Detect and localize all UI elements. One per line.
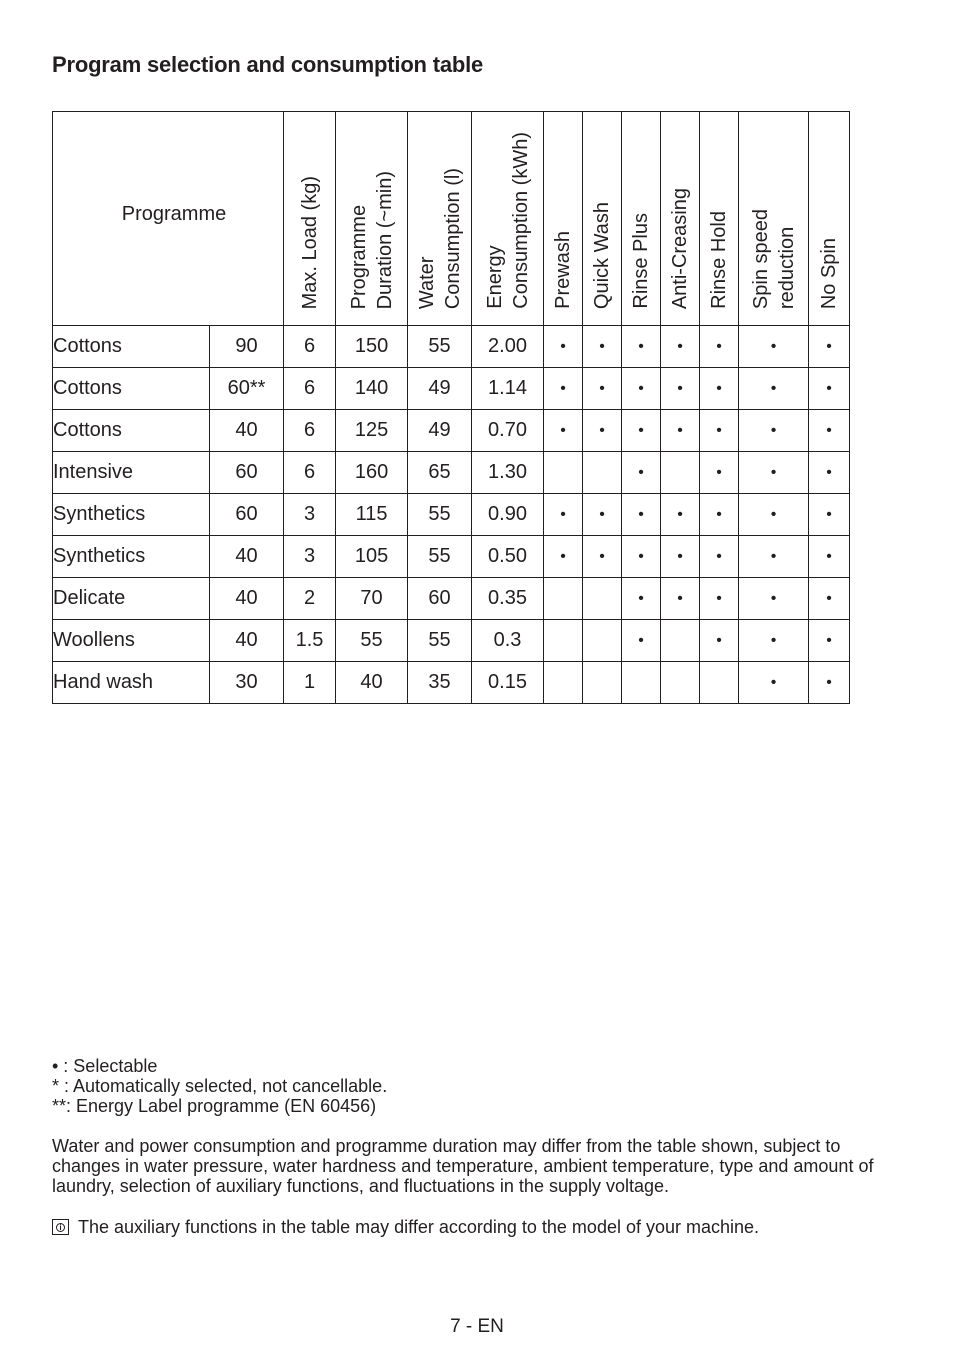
cell-duration: 70 (336, 578, 408, 620)
cell-max-load: 1.5 (284, 620, 336, 662)
cell-max-load: 2 (284, 578, 336, 620)
cell-no-spin: • (809, 452, 850, 494)
cell-energy: 0.90 (472, 494, 544, 536)
cell-energy: 0.15 (472, 662, 544, 704)
cell-temperature: 60 (210, 452, 284, 494)
cell-rinse-hold: • (700, 620, 739, 662)
cell-temperature: 40 (210, 578, 284, 620)
header-quick-wash-label: Quick Wash (591, 201, 614, 309)
header-programme (53, 112, 284, 326)
cell-temperature: 40 (210, 410, 284, 452)
cell-max-load: 6 (284, 326, 336, 368)
table-row (53, 578, 850, 620)
header-no-spin-label: No Spin (818, 237, 841, 309)
header-no-spin (809, 112, 850, 326)
cell-rinse-hold: • (700, 452, 739, 494)
header-energy (472, 112, 544, 326)
cell-energy: 0.50 (472, 536, 544, 578)
cell-water: 55 (408, 620, 472, 662)
cell-anti-creasing: • (661, 410, 700, 452)
cell-no-spin: • (809, 662, 850, 704)
cell-programme-name: Intensive (53, 452, 210, 494)
cell-water: 65 (408, 452, 472, 494)
table-header-row (53, 112, 850, 326)
cell-programme-name: Synthetics (53, 494, 210, 536)
header-rinse-plus (622, 112, 661, 326)
consumption-disclaimer: Water and power consumption and programme duration may differ from the table shown, subject to changes in water pressure, water hardness and temperature, ambient temperature, type and amount of laundry, selection of auxiliary functions, and fluctuations in the supply voltage. (52, 1136, 874, 1196)
header-duration (336, 112, 408, 326)
cell-max-load: 1 (284, 662, 336, 704)
cell-rinse-plus: • (622, 620, 661, 662)
cell-programme-name: Cottons (53, 410, 210, 452)
cell-quick-wash (583, 452, 622, 494)
header-spin-speed-reduction-label: Spin speed reduction (749, 208, 798, 309)
notes-section (52, 1056, 882, 1237)
cell-programme-name: Hand wash (53, 662, 210, 704)
header-anti-creasing-label: Anti-Creasing (669, 187, 692, 309)
cell-spin-speed-reduction: • (739, 452, 809, 494)
cell-anti-creasing (661, 620, 700, 662)
header-duration-label: Programme Duration (~min) (347, 170, 396, 309)
header-water (408, 112, 472, 326)
cell-water: 49 (408, 368, 472, 410)
cell-energy: 0.35 (472, 578, 544, 620)
info-icon: i (52, 1219, 69, 1235)
cell-spin-speed-reduction: • (739, 410, 809, 452)
cell-duration: 150 (336, 326, 408, 368)
cell-rinse-plus: • (622, 368, 661, 410)
table-row (53, 326, 850, 368)
cell-anti-creasing: • (661, 368, 700, 410)
cell-max-load: 3 (284, 494, 336, 536)
cell-spin-speed-reduction: • (739, 326, 809, 368)
cell-programme-name: Cottons (53, 368, 210, 410)
cell-no-spin: • (809, 620, 850, 662)
cell-no-spin: • (809, 368, 850, 410)
cell-rinse-hold: • (700, 410, 739, 452)
cell-anti-creasing: • (661, 326, 700, 368)
cell-spin-speed-reduction: • (739, 368, 809, 410)
cell-duration: 125 (336, 410, 408, 452)
cell-water: 60 (408, 578, 472, 620)
table-row (53, 620, 850, 662)
cell-prewash: • (544, 326, 583, 368)
cell-rinse-plus: • (622, 536, 661, 578)
cell-temperature: 60** (210, 368, 284, 410)
cell-spin-speed-reduction: • (739, 662, 809, 704)
cell-rinse-hold (700, 662, 739, 704)
cell-prewash: • (544, 494, 583, 536)
legend-automatic: * : Automatically selected, not cancellable. (52, 1076, 388, 1096)
header-max-load (284, 112, 336, 326)
cell-duration: 40 (336, 662, 408, 704)
legend-energy-label: **: Energy Label programme (EN 60456) (52, 1096, 377, 1116)
cell-anti-creasing: • (661, 536, 700, 578)
table-row (53, 410, 850, 452)
cell-rinse-hold: • (700, 536, 739, 578)
cell-water: 55 (408, 494, 472, 536)
cell-spin-speed-reduction: • (739, 494, 809, 536)
cell-prewash (544, 578, 583, 620)
cell-programme-name: Cottons (53, 326, 210, 368)
cell-no-spin: • (809, 494, 850, 536)
page-title: Program selection and consumption table (52, 52, 484, 77)
cell-max-load: 6 (284, 410, 336, 452)
cell-rinse-hold: • (700, 368, 739, 410)
cell-rinse-plus: • (622, 452, 661, 494)
cell-duration: 105 (336, 536, 408, 578)
cell-prewash (544, 620, 583, 662)
header-rinse-plus-label: Rinse Plus (630, 213, 653, 309)
cell-duration: 160 (336, 452, 408, 494)
cell-energy: 2.00 (472, 326, 544, 368)
cell-programme-name: Synthetics (53, 536, 210, 578)
cell-anti-creasing: • (661, 578, 700, 620)
header-quick-wash (583, 112, 622, 326)
cell-quick-wash (583, 578, 622, 620)
header-water-label: Water Consumption (l) (415, 167, 464, 309)
cell-spin-speed-reduction: • (739, 620, 809, 662)
table-row (53, 536, 850, 578)
cell-quick-wash (583, 662, 622, 704)
cell-water: 49 (408, 410, 472, 452)
cell-prewash: • (544, 536, 583, 578)
cell-duration: 115 (336, 494, 408, 536)
cell-quick-wash: • (583, 368, 622, 410)
cell-rinse-plus: • (622, 578, 661, 620)
table-row (53, 662, 850, 704)
header-rinse-hold (700, 112, 739, 326)
cell-rinse-hold: • (700, 326, 739, 368)
header-max-load-label: Max. Load (kg) (298, 175, 321, 309)
cell-temperature: 30 (210, 662, 284, 704)
cell-rinse-plus: • (622, 326, 661, 368)
cell-prewash (544, 662, 583, 704)
cell-quick-wash (583, 620, 622, 662)
header-programme-label: Programme (121, 203, 227, 225)
cell-quick-wash: • (583, 410, 622, 452)
cell-quick-wash: • (583, 536, 622, 578)
table-row (53, 368, 850, 410)
cell-temperature: 40 (210, 620, 284, 662)
cell-energy: 1.30 (472, 452, 544, 494)
cell-quick-wash: • (583, 494, 622, 536)
header-prewash (544, 112, 583, 326)
programme-table (52, 111, 850, 704)
cell-quick-wash: • (583, 326, 622, 368)
info-note (52, 1217, 882, 1237)
cell-no-spin: • (809, 326, 850, 368)
cell-prewash: • (544, 368, 583, 410)
table-row (53, 494, 850, 536)
cell-rinse-plus: • (622, 494, 661, 536)
cell-temperature: 60 (210, 494, 284, 536)
cell-no-spin: • (809, 410, 850, 452)
cell-prewash (544, 452, 583, 494)
header-energy-label: Energy Consumption (kWh) (483, 132, 532, 309)
page-number: 7 - EN (450, 1316, 504, 1337)
cell-temperature: 40 (210, 536, 284, 578)
cell-duration: 55 (336, 620, 408, 662)
cell-spin-speed-reduction: • (739, 536, 809, 578)
cell-temperature: 90 (210, 326, 284, 368)
cell-water: 55 (408, 326, 472, 368)
cell-no-spin: • (809, 536, 850, 578)
legend-selectable: • : Selectable (52, 1056, 158, 1076)
cell-max-load: 6 (284, 368, 336, 410)
cell-max-load: 3 (284, 536, 336, 578)
cell-energy: 0.3 (472, 620, 544, 662)
cell-programme-name: Delicate (53, 578, 210, 620)
cell-programme-name: Woollens (53, 620, 210, 662)
cell-rinse-plus: • (622, 410, 661, 452)
cell-spin-speed-reduction: • (739, 578, 809, 620)
cell-water: 55 (408, 536, 472, 578)
header-anti-creasing (661, 112, 700, 326)
header-rinse-hold-label: Rinse Hold (708, 211, 731, 309)
header-spin-speed-reduction (739, 112, 809, 326)
cell-energy: 0.70 (472, 410, 544, 452)
table-row (53, 452, 850, 494)
cell-duration: 140 (336, 368, 408, 410)
cell-rinse-hold: • (700, 494, 739, 536)
cell-no-spin: • (809, 578, 850, 620)
cell-rinse-hold: • (700, 578, 739, 620)
cell-water: 35 (408, 662, 472, 704)
cell-max-load: 6 (284, 452, 336, 494)
cell-anti-creasing: • (661, 494, 700, 536)
cell-rinse-plus (622, 662, 661, 704)
info-note-text: The auxiliary functions in the table may differ according to the model of your machine. (78, 1217, 760, 1237)
header-prewash-label: Prewash (552, 231, 575, 309)
cell-energy: 1.14 (472, 368, 544, 410)
cell-anti-creasing (661, 662, 700, 704)
cell-anti-creasing (661, 452, 700, 494)
cell-prewash: • (544, 410, 583, 452)
